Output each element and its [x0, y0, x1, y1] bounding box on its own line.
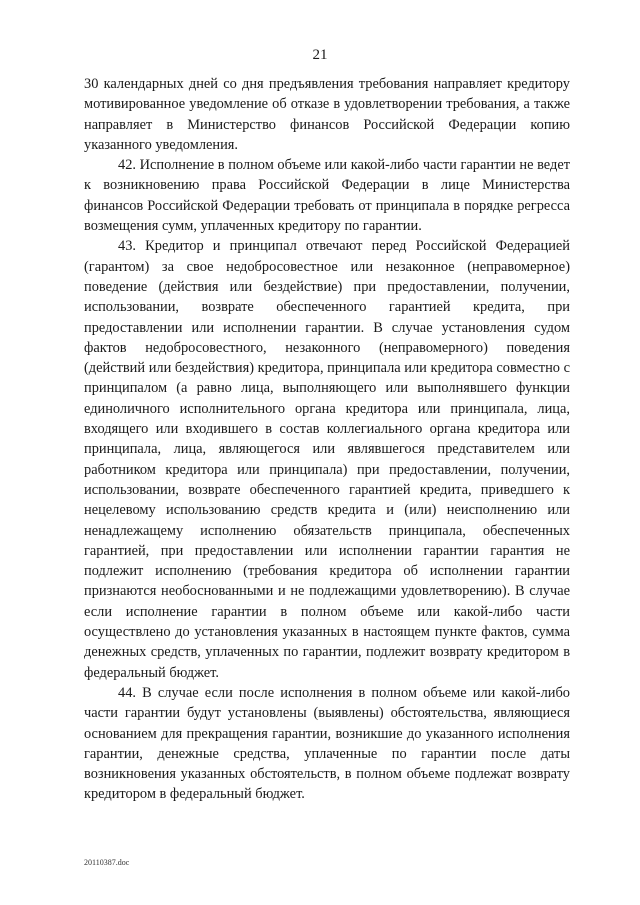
paragraph-item-43: 43. Кредитор и принципал отвечают перед Российской Федерацией (гарантом) за свое недобросовестное или незаконное (неправомерное) поведение (действия или бездействие) при предоставлении, получении, использовании, возврате обеспеченного гарантией кредита, при предоставлении или исполнении гарантии. В случае установления судом фактов недобросовестного, незаконного (неправомерного) поведения (действий или бездействия) кредитора, принципала или кредитора совместно с принципалом (а равно лица, выполняющего или выполнявшего функции единоличного исполнительного органа кредитора или принципала, лица, входящего или входившего в состав коллегиального органа кредитора или принципала, лица, являющегося или являвшегося представителем или работником кредитора или принципала) при предоставлении, получении, использовании, возврате обеспеченного гарантией кредита, приведшего к нецелевому использованию средств кредита и (или) неисполнению или ненадлежащему исполнению обязательств принципала, обеспеченных гарантией, при предоставлении или исполнении гарантии гарантия не подлежит исполнению (требования кредитора об исполнении гарантии признаются необоснованными и не подлежащими удовлетворению). В случае если исполнение гарантии в полном объеме или какой-либо части осуществлено до установления указанных в настоящем пункте фактов, сумма денежных средств, уплаченных по гарантии, подлежит возврату кредитором в федеральный бюджет.: [84, 238, 570, 681]
paragraph-item-42: 42. Исполнение в полном объеме или какой-либо части гарантии не ведет к возникновению права Российской Федерации в лице Министерства финансов Российской Федерации требовать от принципала в порядке регресса возмещения сумм, уплаченных кредитору по гарантии.: [84, 157, 570, 235]
footer-doc-code: 20110387.doc: [84, 858, 130, 867]
paragraph-item-44: 44. В случае если после исполнения в полном объеме или какой-либо части гарантии будут установлены (выявлены) обстоятельства, являющиеся основанием для прекращения гарантии, возникшие до указанного исполнения гарантии, денежные средства, уплаченные по гарантии после даты возникновения указанных обстоятельств, в полном объеме подлежат возврату кредитором в федеральный бюджет.: [84, 684, 570, 803]
paragraph-continuation: 30 календарных дней со дня предъявления требования направляет кредитору мотивированное уведомление об отказе в удовлетворении требования, а также направляет в Министерство финансов Российской Федерации копию указанного уведомления.: [84, 76, 570, 153]
page-number: 21: [312, 47, 328, 63]
document-body: [84, 74, 570, 805]
